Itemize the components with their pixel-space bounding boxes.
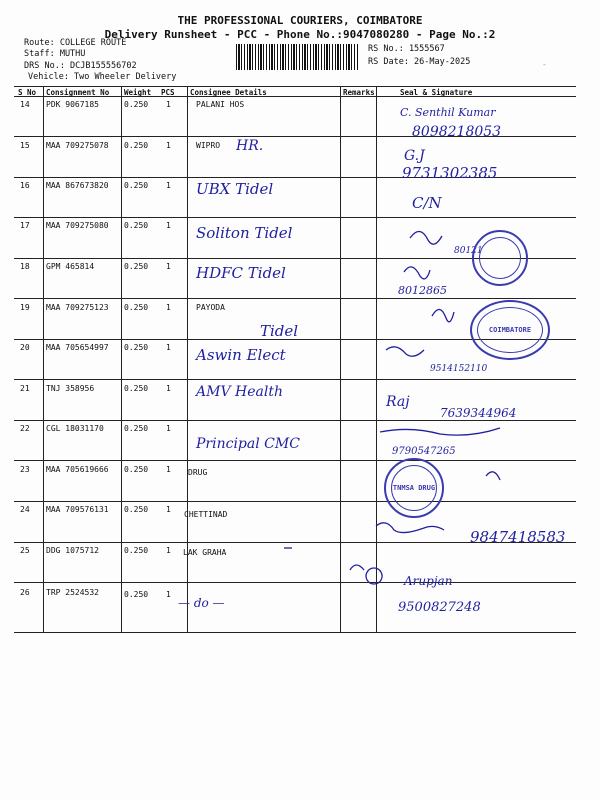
row-consignment: MAA 709275123	[46, 303, 109, 312]
signature-phone: 9500827248	[398, 600, 481, 615]
row-consignment: MAA 705619666	[46, 465, 109, 474]
row-pcs: 1	[166, 546, 171, 555]
row-weight: 0.250	[124, 221, 149, 230]
signature-name: Raj	[386, 394, 410, 410]
seal-text: COIMBATORE	[488, 326, 532, 334]
row-pcs: 1	[166, 465, 171, 474]
signature-phone: 9731302385	[402, 164, 498, 182]
row-consignment: MAA 709275078	[46, 141, 109, 150]
row-consignee: DRUG	[188, 468, 208, 477]
col-consignee: Consignee Details	[190, 88, 267, 97]
row-sno: 23	[20, 465, 30, 474]
row-consignee: WIPRO	[196, 141, 221, 150]
row-consignee: PAYODA	[196, 303, 225, 312]
handwritten-note: UBX Tidel	[196, 180, 274, 198]
signature-name: Arupjan	[404, 574, 453, 588]
row-sno: 20	[20, 343, 30, 352]
row-consignment: GPM 465814	[46, 262, 95, 271]
row-consignment: PDK 9067185	[46, 100, 99, 109]
row-sno: 25	[20, 546, 30, 555]
col-weight: Weight	[124, 88, 152, 97]
row-sno: 14	[20, 100, 30, 109]
signature-phone: 7639344964	[440, 406, 517, 420]
runsheet-subtitle: Delivery Runsheet - PCC - Phone No.:9047080280 - Page No.:2	[104, 28, 496, 41]
row-pcs: 1	[166, 384, 171, 393]
row-weight: 0.250	[124, 424, 149, 433]
handwritten-note: — do —	[178, 596, 225, 610]
row-consignment: DDG 1075712	[46, 546, 99, 555]
row-consignee: CHETTINAD	[184, 510, 228, 519]
signature-name: C/N	[412, 194, 442, 212]
row-sno: 22	[20, 424, 30, 433]
row-consignment: MAA 709576131	[46, 505, 109, 514]
row-weight: 0.250	[124, 343, 149, 352]
row-weight: 0.250	[124, 590, 149, 599]
handwritten-note: HR.	[236, 138, 264, 154]
row-weight: 0.250	[124, 141, 149, 150]
row-consignment: MAA 709275080	[46, 221, 109, 230]
row-pcs: 1	[166, 590, 171, 599]
row-weight: 0.250	[124, 384, 149, 393]
handwritten-note: Principal CMC	[196, 436, 300, 452]
signature-name: G.J	[404, 148, 425, 164]
col-pcs: PCS	[161, 88, 175, 97]
row-pcs: 1	[166, 221, 171, 230]
row-weight: 0.250	[124, 505, 149, 514]
row-weight: 0.250	[124, 303, 149, 312]
row-sno: 18	[20, 262, 30, 271]
row-weight: 0.250	[124, 100, 149, 109]
row-weight: 0.250	[124, 181, 149, 190]
row-sno: 19	[20, 303, 30, 312]
row-weight: 0.250	[124, 465, 149, 474]
staff-info: Staff: MUTHU	[24, 49, 86, 59]
row-sno: 16	[20, 181, 30, 190]
signature-name: C. Senthil Kumar	[400, 106, 496, 119]
row-pcs: 1	[166, 505, 171, 514]
row-consignment: TRP 2524532	[46, 588, 99, 597]
row-consignee: LAK GRAHA	[183, 548, 227, 557]
drs-info: DRS No.: DCJB155556702	[24, 61, 137, 71]
row-consignment: TNJ 358956	[46, 384, 95, 393]
handwritten-note: AMV Health	[196, 384, 283, 400]
seal-text: TNMSA DRUG	[392, 484, 436, 492]
vehicle-info: Vehicle: Two Wheeler Delivery	[28, 72, 177, 82]
row-consignment: MAA 705654997	[46, 343, 109, 352]
row-pcs: 1	[166, 141, 171, 150]
row-sno: 21	[20, 384, 30, 393]
row-sno: 15	[20, 141, 30, 150]
row-pcs: 1	[166, 262, 171, 271]
signature-phone: 80121	[454, 246, 483, 256]
row-weight: 0.250	[124, 546, 149, 555]
signature-phone: 9514152110	[430, 364, 488, 374]
rs-date: RS Date: 26-May-2025	[368, 57, 471, 67]
signature-phone: 9847418583	[470, 528, 566, 546]
col-consignment: Consignment No	[46, 88, 110, 97]
row-sno: 26	[20, 588, 30, 597]
row-pcs: 1	[166, 100, 171, 109]
row-pcs: 1	[166, 303, 171, 312]
row-consignment: MAA 867673820	[46, 181, 109, 190]
handwritten-note: Aswin Elect	[196, 346, 286, 364]
handwritten-note: Soliton Tidel	[196, 224, 293, 242]
handwritten-note: Tidel	[260, 322, 299, 340]
row-weight: 0.250	[124, 262, 149, 271]
col-signature: Seal & Signature	[400, 88, 473, 97]
signature-phone: 9790547265	[392, 446, 456, 457]
dash-mark: -	[542, 60, 547, 69]
signature-phone: 8012865	[398, 284, 447, 297]
row-pcs: 1	[166, 343, 171, 352]
row-sno: 24	[20, 505, 30, 514]
rs-number: RS No.: 1555567	[368, 44, 445, 54]
col-remarks: Remarks	[343, 88, 375, 97]
route-info: Route: COLLEGE ROUTE	[24, 38, 127, 48]
row-pcs: 1	[166, 424, 171, 433]
row-consignment: CGL 18031170	[46, 424, 104, 433]
row-sno: 17	[20, 221, 30, 230]
row-consignee: PALANI HOS	[196, 100, 245, 109]
company-title: THE PROFESSIONAL COURIERS, COIMBATORE	[177, 14, 423, 27]
row-pcs: 1	[166, 181, 171, 190]
col-sno: S No	[18, 88, 37, 97]
handwritten-note: HDFC Tidel	[196, 264, 286, 282]
signature-phone: 8098218053	[412, 124, 502, 140]
